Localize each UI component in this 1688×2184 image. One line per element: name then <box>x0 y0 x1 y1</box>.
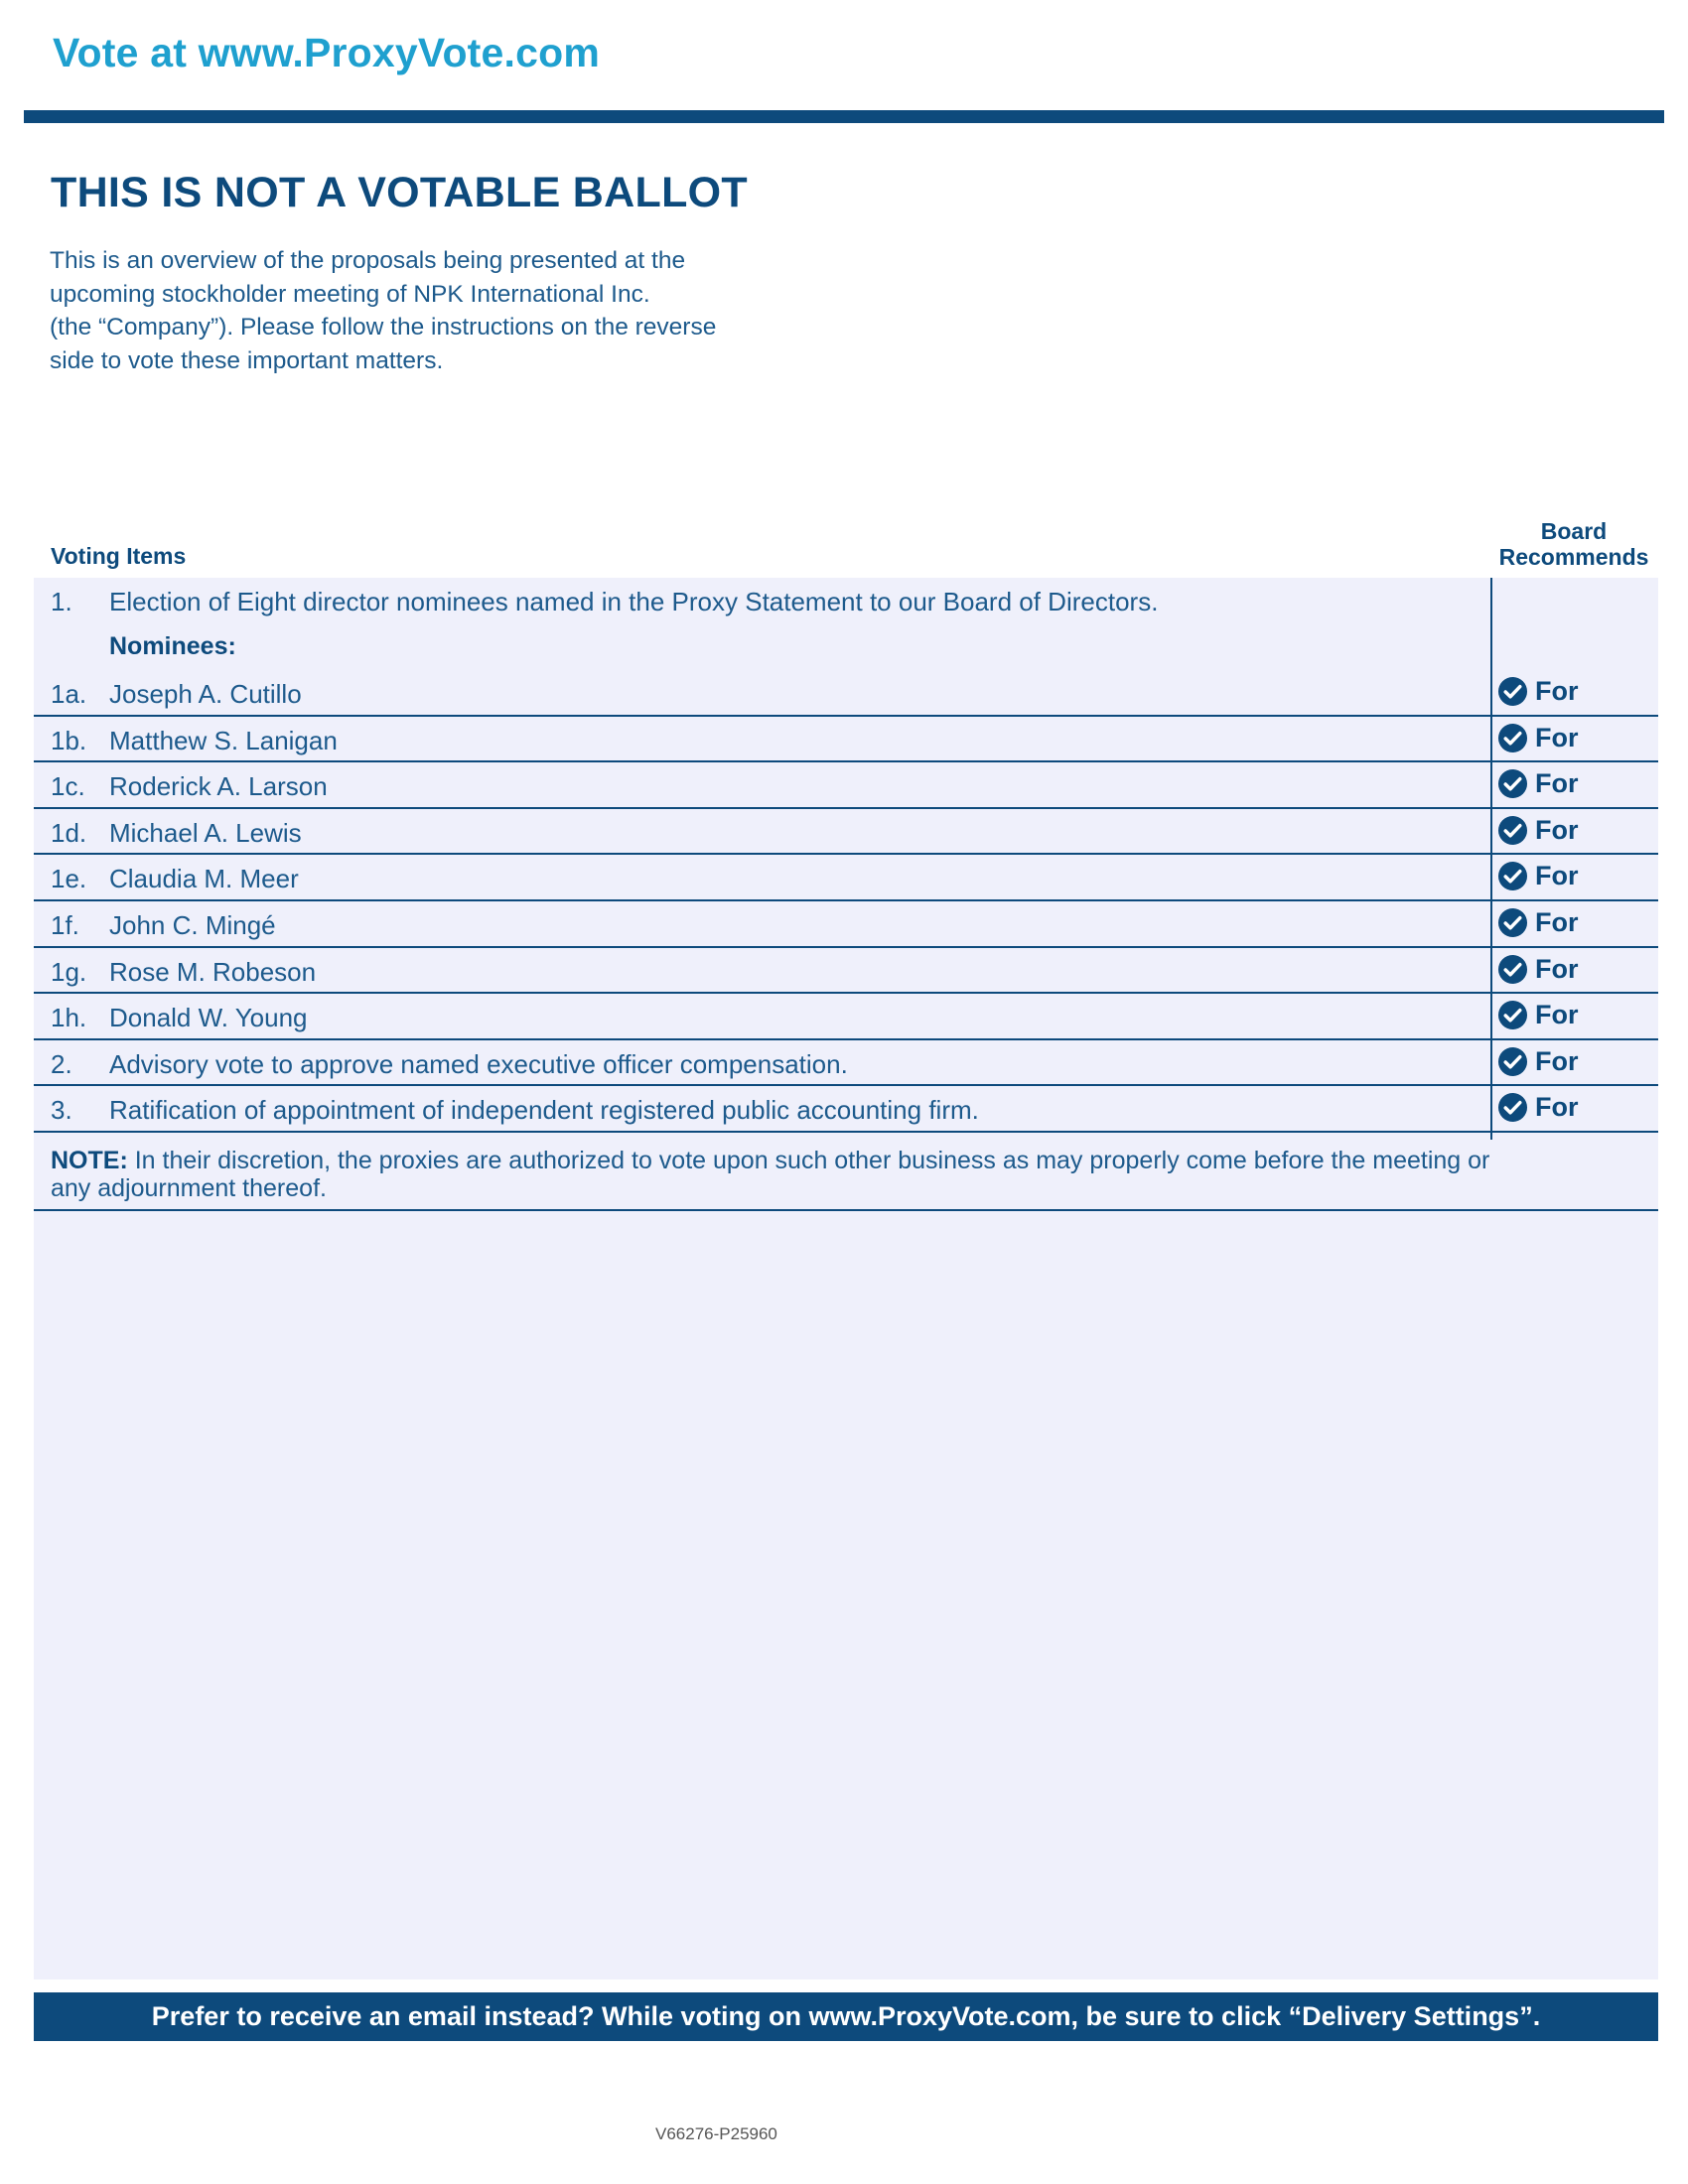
check-circle-icon <box>1497 1092 1528 1123</box>
item-number: 1g. <box>51 956 87 987</box>
voting-item-row <box>34 855 1658 901</box>
board-recommendation <box>1497 1000 1579 1030</box>
item-number: 3. <box>51 1095 72 1126</box>
note-label: NOTE: <box>51 1147 128 1174</box>
check-circle-icon <box>1497 954 1528 985</box>
item-text: Advisory vote to approve named executive officer compensation. <box>109 1048 848 1079</box>
board-recommendation <box>1497 1092 1579 1123</box>
item-text: Claudia M. Meer <box>109 864 299 894</box>
item-text: Matthew S. Lanigan <box>109 725 338 755</box>
voting-item-row <box>34 901 1658 948</box>
item-number: 1e. <box>51 864 87 894</box>
recommendation-label: For <box>1535 1000 1579 1030</box>
voting-item-row <box>34 762 1658 809</box>
item-text: John C. Mingé <box>109 910 276 940</box>
email-delivery-banner: Prefer to receive an email instead? While voting on www.ProxyVote.com, be sure to click “Delivery Settings”. <box>34 1992 1658 2041</box>
header-rule <box>24 110 1664 123</box>
board-recommendation <box>1497 861 1579 891</box>
check-circle-icon <box>1497 723 1528 753</box>
board-recommendation <box>1497 907 1579 938</box>
recommendation-label: For <box>1535 1045 1579 1076</box>
nominees-label-row <box>34 623 1658 670</box>
voting-item-row <box>34 994 1658 1040</box>
voting-item-row <box>34 948 1658 995</box>
item-text: Donald W. Young <box>109 1003 308 1033</box>
item-text: Michael A. Lewis <box>109 817 302 848</box>
voting-item-row <box>34 717 1658 763</box>
board-recommendation <box>1497 1046 1579 1077</box>
board-recommends-line2: Recommends <box>1498 544 1649 570</box>
board-recommendation <box>1497 676 1579 707</box>
check-circle-icon <box>1497 1000 1528 1030</box>
recommendation-label: For <box>1535 953 1579 984</box>
item-number: 1b. <box>51 725 87 755</box>
intro-line: side to vote these important matters. <box>50 346 444 374</box>
board-recommends-heading <box>1489 518 1658 570</box>
board-recommends-line1: Board <box>1540 518 1608 544</box>
item-text: Rose M. Robeson <box>109 956 317 987</box>
document-code: V66276-P25960 <box>655 2124 777 2143</box>
item-number: 1c. <box>51 771 85 802</box>
note-body: In their discretion, the proxies are authorized to vote upon such other business as may properly come before the meeting or any adjournment thereof. <box>51 1147 1490 1202</box>
proposal-1-row <box>34 578 1658 624</box>
recommendation-label: For <box>1535 907 1579 937</box>
item-number: 1f. <box>51 910 79 940</box>
recommendation-label: For <box>1535 676 1579 706</box>
intro-line: upcoming stockholder meeting of NPK International Inc. <box>50 280 650 308</box>
board-recommendation <box>1497 815 1579 846</box>
recommendation-label: For <box>1535 1092 1579 1123</box>
item-number: 1h. <box>51 1003 87 1033</box>
check-circle-icon <box>1497 861 1528 891</box>
note-section <box>34 1140 1658 1211</box>
item-text: Ratification of appointment of independent registered public accounting firm. <box>109 1095 979 1126</box>
voting-item-row <box>34 1086 1658 1133</box>
check-circle-icon <box>1497 907 1528 938</box>
recommendation-label: For <box>1535 768 1579 799</box>
check-circle-icon <box>1497 768 1528 799</box>
page-title: THIS IS NOT A VOTABLE BALLOT <box>51 169 748 216</box>
board-recommendation <box>1497 723 1579 753</box>
item-number: 1d. <box>51 817 87 848</box>
check-circle-icon <box>1497 815 1528 846</box>
check-circle-icon <box>1497 676 1528 707</box>
voting-items-heading: Voting Items <box>51 543 187 569</box>
intro-line: (the “Company”). Please follow the instructions on the reverse <box>50 314 717 341</box>
board-recommendation <box>1497 768 1579 799</box>
recommendation-label: For <box>1535 814 1579 845</box>
intro-paragraph <box>50 244 824 377</box>
intro-line: This is an overview of the proposals being presented at the <box>50 247 686 274</box>
note-text <box>51 1147 1520 1202</box>
recommendation-label: For <box>1535 861 1579 891</box>
board-recommendation <box>1497 954 1579 985</box>
nominees-label: Nominees: <box>109 632 236 660</box>
item-text: Election of Eight director nominees named in the Proxy Statement to our Board of Directors. <box>109 587 1159 616</box>
voting-item-row <box>34 1040 1658 1087</box>
recommendation-label: For <box>1535 722 1579 752</box>
item-text: Joseph A. Cutillo <box>109 679 302 709</box>
item-number: 1. <box>51 587 72 616</box>
item-number: 2. <box>51 1048 72 1079</box>
proxyvote-link[interactable]: Vote at www.ProxyVote.com <box>53 30 601 75</box>
item-number: 1a. <box>51 679 87 709</box>
check-circle-icon <box>1497 1046 1528 1077</box>
voting-item-row <box>34 670 1658 717</box>
voting-item-row <box>34 809 1658 856</box>
item-text: Roderick A. Larson <box>109 771 328 802</box>
